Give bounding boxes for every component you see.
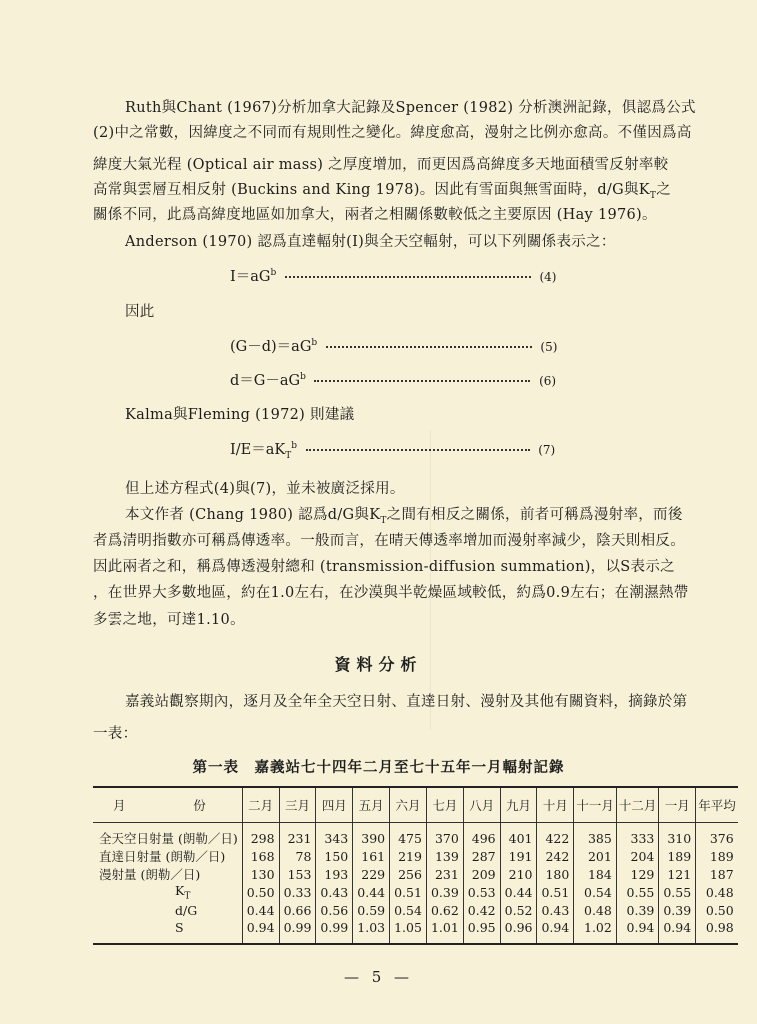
table-cell: 0.39 bbox=[426, 883, 463, 902]
table-cell: 422 bbox=[537, 823, 574, 848]
table-cell: 242 bbox=[537, 847, 574, 865]
table-cell: 0.94 bbox=[242, 919, 279, 944]
table-cell: 287 bbox=[463, 847, 500, 865]
table-cell: 0.52 bbox=[500, 902, 537, 920]
table-cell: 475 bbox=[390, 823, 427, 848]
table-cell: 0.44 bbox=[353, 883, 390, 902]
table-cell: 184 bbox=[574, 865, 617, 883]
table-cell: 370 bbox=[426, 823, 463, 848]
paragraph-1-line-1: Ruth與Chant (1967)分析加拿大記錄及Spencer (1982) 分析澳洲記錄，俱認爲公式 bbox=[125, 100, 696, 116]
table-cell: 0.50 bbox=[696, 902, 738, 920]
table-cell: 496 bbox=[463, 823, 500, 848]
equation-6-number: (6) bbox=[539, 374, 557, 388]
paragraph-1-line-3: 緯度大氣光程 (Optical air mass) 之厚度增加，而更因爲高緯度多天地面積雪反射率較 bbox=[93, 157, 669, 173]
header-col: 十月 bbox=[537, 787, 574, 823]
row-label bbox=[93, 919, 242, 944]
table-cell: 0.43 bbox=[537, 902, 574, 920]
table-cell: 0.33 bbox=[279, 883, 316, 902]
header-month-char: 月 bbox=[113, 798, 126, 813]
equation-5-lhs: (G－d)＝aG bbox=[230, 339, 312, 355]
header-col: 十二月 bbox=[616, 787, 659, 823]
paragraph-1-line-2: (2)中之常數，因緯度之不同而有規則性之變化。緯度愈高，漫射之比例亦愈高。不僅因爲高 bbox=[93, 125, 692, 141]
row-label-text: 全天空日射量 (朗勒／日) bbox=[99, 831, 238, 846]
table-cell: 0.48 bbox=[574, 902, 617, 920]
row-label bbox=[93, 823, 242, 848]
table-cell: 187 bbox=[696, 865, 738, 883]
row-label-text: K bbox=[175, 883, 185, 898]
table-cell: 0.59 bbox=[353, 902, 390, 920]
table-title: 第一表 嘉義站七十四年二月至七十五年一月輻射記錄 bbox=[192, 759, 565, 776]
table-cell: 0.51 bbox=[537, 883, 574, 902]
header-col: 二月 bbox=[242, 787, 279, 823]
paragraph-1-line-5: 關係不同，此爲高緯度地區如加拿大，兩者之相關係數較低之主要原因 (Hay 1976)。 bbox=[93, 207, 657, 223]
radiation-table bbox=[93, 786, 738, 945]
table-cell: 204 bbox=[616, 847, 659, 865]
equation-7-lhs: I/E＝aK bbox=[230, 442, 286, 458]
table-cell: 219 bbox=[390, 847, 427, 865]
table-cell: 0.99 bbox=[279, 919, 316, 944]
row-label bbox=[93, 847, 242, 865]
equation-5 bbox=[230, 335, 557, 356]
equation-4-exponent: b bbox=[270, 268, 277, 279]
equation-6-exponent: b bbox=[300, 372, 306, 383]
paragraph-2: Anderson (1970) 認爲直達輻射(I)與全天空輻射，可以下列關係表示之： bbox=[125, 234, 616, 250]
equation-7-subscript: T bbox=[285, 450, 292, 461]
equation-5-leader bbox=[326, 346, 532, 348]
table-cell: 0.50 bbox=[242, 883, 279, 902]
equation-6 bbox=[230, 369, 556, 390]
paragraph-1-line-4-end: 之 bbox=[656, 182, 672, 198]
equation-7 bbox=[230, 438, 555, 461]
table-cell: 376 bbox=[696, 823, 738, 848]
table-cell: 0.55 bbox=[616, 883, 659, 902]
table-cell: 0.55 bbox=[659, 883, 696, 902]
table-cell: 168 bbox=[242, 847, 279, 865]
equation-4-leader bbox=[285, 276, 531, 278]
kt-subscript: T bbox=[649, 190, 657, 201]
table-cell: 130 bbox=[242, 865, 279, 883]
page-number: — 5 — bbox=[343, 968, 414, 986]
equation-7-exponent: b bbox=[291, 441, 297, 452]
paragraph-1-line-4-text: 高常與雲層互相反射 (Buckins and King 1978)。因此有雪面與無雪面時，d/G與K bbox=[93, 182, 650, 198]
table-header-row bbox=[93, 787, 738, 823]
table-cell: 0.44 bbox=[242, 902, 279, 920]
equation-4 bbox=[230, 265, 556, 286]
table-cell: 0.53 bbox=[463, 883, 500, 902]
table-cell: 0.54 bbox=[574, 883, 617, 902]
paragraph-5-line-1-end: 之間有相反之關係，前者可稱爲漫射率，而後 bbox=[386, 507, 683, 523]
table-cell: 0.98 bbox=[696, 919, 738, 944]
header-col: 五月 bbox=[353, 787, 390, 823]
table-cell: 231 bbox=[426, 865, 463, 883]
paragraph-3: Kalma與Fleming (1972) 則建議 bbox=[125, 407, 355, 423]
table-cell: 153 bbox=[279, 865, 316, 883]
table-row bbox=[93, 823, 738, 848]
row-label-text: 漫射量 (朗勒／日) bbox=[99, 867, 201, 882]
table-cell: 193 bbox=[316, 865, 353, 883]
table-cell: 229 bbox=[353, 865, 390, 883]
paragraph-5-line-2: 者爲清明指數亦可稱爲傳透率。一般而言，在晴天傳透率增加而漫射率減少，陰天則相反。 bbox=[93, 533, 685, 549]
table-cell: 1.03 bbox=[353, 919, 390, 944]
paragraph-4: 但上述方程式(4)與(7)，並未被廣泛採用。 bbox=[125, 481, 405, 497]
header-col: 四月 bbox=[316, 787, 353, 823]
table-cell: 0.48 bbox=[696, 883, 738, 902]
paragraph-6-line-1: 嘉義站觀察期內，逐月及全年全天空日射、直達日射、漫射及其他有關資料，摘錄於第 bbox=[125, 694, 688, 710]
table-cell: 310 bbox=[659, 823, 696, 848]
table-header-label bbox=[93, 787, 242, 823]
table-cell: 78 bbox=[279, 847, 316, 865]
equation-5-number: (5) bbox=[540, 340, 558, 354]
row-label-text: S bbox=[175, 920, 184, 936]
equation-7-leader bbox=[306, 449, 530, 451]
table-cell: 0.96 bbox=[500, 919, 537, 944]
table-cell: 150 bbox=[316, 847, 353, 865]
paragraph-6-line-2: 一表： bbox=[93, 726, 138, 742]
equation-6-leader bbox=[314, 380, 530, 382]
table-cell: 129 bbox=[616, 865, 659, 883]
table-cell: 210 bbox=[500, 865, 537, 883]
table-cell: 231 bbox=[279, 823, 316, 848]
table-cell: 191 bbox=[500, 847, 537, 865]
table-cell: 0.94 bbox=[659, 919, 696, 944]
table-cell: 189 bbox=[659, 847, 696, 865]
paragraph-5-line-3: 因此兩者之和，稱爲傳透漫射總和 (transmission-diffusion summation)，以S表示之 bbox=[93, 559, 675, 575]
table-row bbox=[93, 902, 738, 920]
table-cell: 256 bbox=[390, 865, 427, 883]
equation-5-exponent: b bbox=[311, 338, 318, 349]
table-cell: 0.42 bbox=[463, 902, 500, 920]
table-cell: 201 bbox=[574, 847, 617, 865]
equation-4-number: (4) bbox=[539, 270, 557, 284]
header-fen-char: 份 bbox=[193, 798, 206, 813]
table-body bbox=[93, 823, 738, 944]
table-cell: 0.51 bbox=[390, 883, 427, 902]
table-cell: 180 bbox=[537, 865, 574, 883]
table-cell: 390 bbox=[353, 823, 390, 848]
table-cell: 161 bbox=[353, 847, 390, 865]
table-cell: 298 bbox=[242, 823, 279, 848]
paragraph-5-line-5: 多雲之地，可達1.10。 bbox=[93, 612, 245, 628]
row-label-text: 直達日射量 (朗勒／日) bbox=[99, 849, 226, 864]
table-cell: 343 bbox=[316, 823, 353, 848]
paragraph-5-line-4: ，在世界大多數地區，約在1.0左右，在沙漠與半乾燥區域較低，約爲0.9左右；在潮濕熱帶 bbox=[93, 585, 689, 601]
table-row bbox=[93, 847, 738, 865]
header-col: 六月 bbox=[390, 787, 427, 823]
header-col: 八月 bbox=[463, 787, 500, 823]
row-label bbox=[93, 902, 242, 920]
therefore-text: 因此 bbox=[125, 304, 155, 320]
table-cell: 0.44 bbox=[500, 883, 537, 902]
header-col: 一月 bbox=[659, 787, 696, 823]
kt-subscript-2: T bbox=[380, 515, 387, 526]
table-cell: 0.39 bbox=[659, 902, 696, 920]
header-col: 三月 bbox=[279, 787, 316, 823]
header-col: 九月 bbox=[500, 787, 537, 823]
table-cell: 0.39 bbox=[616, 902, 659, 920]
table-row bbox=[93, 865, 738, 883]
row-label bbox=[93, 865, 242, 883]
table-cell: 0.54 bbox=[390, 902, 427, 920]
row-label-subscript: T bbox=[184, 891, 191, 902]
table-cell: 121 bbox=[659, 865, 696, 883]
table-cell: 139 bbox=[426, 847, 463, 865]
section-title: 資料分析 bbox=[334, 655, 423, 674]
header-col: 年平均 bbox=[696, 787, 738, 823]
header-col: 十一月 bbox=[574, 787, 617, 823]
table-cell: 1.02 bbox=[574, 919, 617, 944]
table-row bbox=[93, 919, 738, 944]
table-cell: 0.94 bbox=[616, 919, 659, 944]
table-cell: 401 bbox=[500, 823, 537, 848]
table-cell: 209 bbox=[463, 865, 500, 883]
paragraph-5-line-1-text: 本文作者 (Chang 1980) 認爲d/G與K bbox=[125, 507, 381, 523]
table-cell: 0.94 bbox=[537, 919, 574, 944]
table-cell: 333 bbox=[616, 823, 659, 848]
table-cell: 0.62 bbox=[426, 902, 463, 920]
row-label-text: d/G bbox=[175, 902, 198, 918]
show-through-ghost bbox=[430, 430, 661, 730]
table-cell: 0.95 bbox=[463, 919, 500, 944]
equation-7-number: (7) bbox=[538, 443, 556, 457]
table-cell: 189 bbox=[696, 847, 738, 865]
equation-4-lhs: I＝aG bbox=[230, 269, 271, 285]
table-cell: 1.05 bbox=[390, 919, 427, 944]
table-row bbox=[93, 883, 738, 902]
table-cell: 0.43 bbox=[316, 883, 353, 902]
table-cell: 0.66 bbox=[279, 902, 316, 920]
table-cell: 0.99 bbox=[316, 919, 353, 944]
row-label bbox=[93, 883, 242, 902]
table-cell: 1.01 bbox=[426, 919, 463, 944]
table-cell: 0.56 bbox=[316, 902, 353, 920]
table-cell: 385 bbox=[574, 823, 617, 848]
header-col: 七月 bbox=[426, 787, 463, 823]
equation-6-lhs: d＝G－aG bbox=[230, 373, 301, 389]
